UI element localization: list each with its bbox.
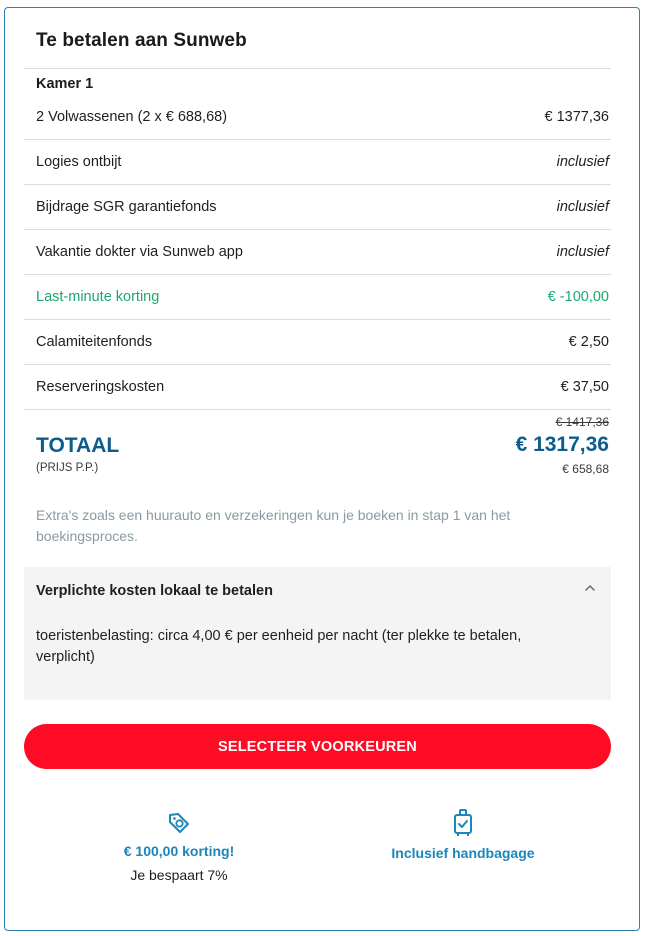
usp-discount-sub: Je bespaart 7% xyxy=(130,867,228,883)
usp-handbaggage-title: Inclusief handbagage xyxy=(391,845,535,861)
room-title: Kamer 1 xyxy=(36,76,94,92)
adults-value: € 1377,36 xyxy=(544,109,609,125)
price-row-value: inclusief xyxy=(556,199,609,215)
divider xyxy=(24,229,611,230)
per-person-price: € 658,68 xyxy=(562,462,609,476)
usp-handbaggage xyxy=(371,808,555,861)
price-summary-card xyxy=(4,7,640,931)
discount-row-label: Last-minute korting xyxy=(36,289,160,305)
adults-label: 2 Volwassenen (2 x € 688,68) xyxy=(36,109,228,125)
usp-discount xyxy=(96,810,262,883)
divider xyxy=(24,274,611,275)
chevron-up-icon[interactable] xyxy=(583,581,597,595)
divider xyxy=(24,184,611,185)
total-sub-label: (PRIJS P.P.) xyxy=(36,462,99,474)
price-row-value: inclusief xyxy=(556,154,609,170)
price-row-label: Bijdrage SGR garantiefonds xyxy=(36,199,217,215)
select-preferences-button[interactable]: SELECTEER VOORKEUREN xyxy=(24,724,611,769)
price-row-label: Vakantie dokter via Sunweb app xyxy=(36,244,243,260)
local-costs-panel xyxy=(24,567,611,700)
extras-note: Extra's zoals een huurauto en verzekeringen kun je boeken in stap 1 van het boekingsproces. xyxy=(36,507,511,544)
local-costs-text: toeristenbelasting: circa 4,00 € per eenheid per nacht (ter plekke te betalen, verplicht) xyxy=(36,628,522,665)
local-costs-title[interactable]: Verplichte kosten lokaal te betalen xyxy=(36,583,273,599)
divider xyxy=(24,68,611,69)
usp-discount-title: € 100,00 korting! xyxy=(123,843,235,859)
discount-row-value: € -100,00 xyxy=(547,289,609,305)
price-row-label: Logies ontbijt xyxy=(36,154,122,170)
price-row-value: inclusief xyxy=(556,244,609,260)
total-price: € 1317,36 xyxy=(515,433,609,456)
price-row-value: € 37,50 xyxy=(560,379,609,395)
page-title: Te betalen aan Sunweb xyxy=(36,30,247,51)
price-row-value: € 2,50 xyxy=(568,334,609,350)
price-row-label: Calamiteitenfonds xyxy=(36,334,153,350)
divider xyxy=(24,319,611,320)
price-row-label: Reserveringskosten xyxy=(36,379,165,395)
divider xyxy=(24,409,611,410)
total-label: TOTAAL xyxy=(36,434,120,457)
old-total-price: € 1417,36 xyxy=(555,415,609,429)
divider xyxy=(24,139,611,140)
discount-tag-icon xyxy=(166,810,192,836)
divider xyxy=(24,364,611,365)
luggage-check-icon xyxy=(450,808,476,838)
